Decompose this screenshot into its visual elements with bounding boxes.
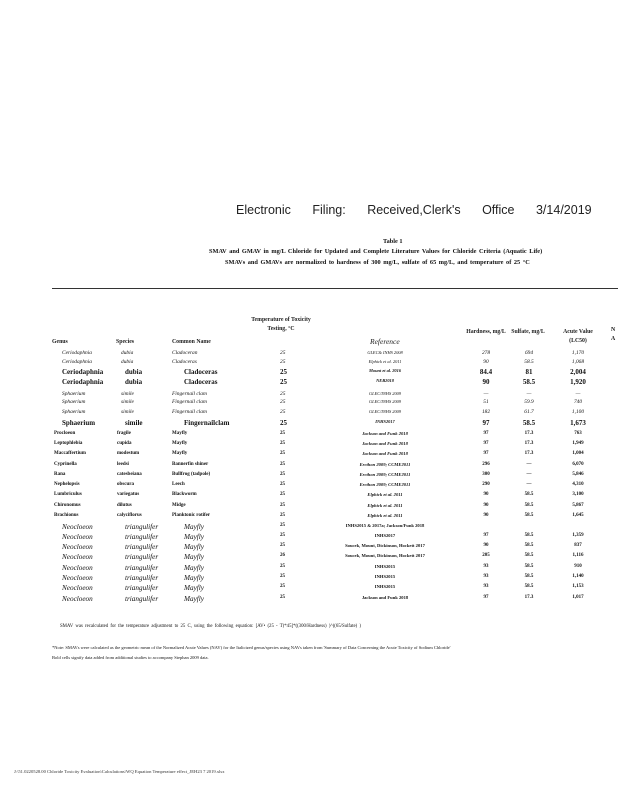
table-row xyxy=(0,378,618,388)
cell-genus: Cyprinella xyxy=(54,462,77,467)
cell-hard: 51 xyxy=(483,399,489,405)
cell-ref: Elphick et al. 2011 xyxy=(367,513,403,518)
filing-stamp xyxy=(236,203,592,217)
cell-hard: 296 xyxy=(482,462,490,467)
cell-common: Bullfrog (tadpole) xyxy=(172,472,211,477)
cell-hard: 90 xyxy=(483,543,489,548)
cell-sulf: 17.3 xyxy=(524,595,534,600)
cell-genus: Sphaerium xyxy=(62,399,86,405)
cell-genus: Ceriodaphnia xyxy=(62,378,104,386)
table-label: Table 1 xyxy=(383,238,403,245)
cell-species: dubia xyxy=(121,350,134,356)
table-row xyxy=(0,564,618,574)
cell-species: triangulifer xyxy=(125,523,159,531)
cell-temp: 25 xyxy=(280,378,287,386)
cell-common: Leech xyxy=(172,482,185,487)
cell-temp: 25 xyxy=(280,368,287,376)
cell-species: triangulifer xyxy=(125,584,159,592)
table-row xyxy=(0,574,618,584)
cell-sulf: 58.5 xyxy=(524,533,534,538)
cell-species: dubia xyxy=(125,368,143,376)
cell-acute: 1,153 xyxy=(572,584,584,589)
cell-common: Fingernail clam xyxy=(172,391,207,397)
cell-hard: — xyxy=(483,391,489,397)
cell-acute: 1,170 xyxy=(571,350,585,356)
cell-hard: 278 xyxy=(481,350,491,356)
cell-common: Planktonic rotifer xyxy=(172,513,211,518)
col-header-sulfate: Sulfate, mg/L xyxy=(511,329,545,335)
cell-species: triangulifer xyxy=(125,553,159,561)
cell-ref: GLEC& INHS 2008 xyxy=(367,350,403,355)
cell-species: catesbeiana xyxy=(117,472,142,477)
cell-temp: 25 xyxy=(280,431,285,436)
cell-hard: 290 xyxy=(482,482,490,487)
cell-acute: 4,310 xyxy=(572,482,584,487)
cell-temp: 25 xyxy=(280,543,285,548)
cell-temp: 25 xyxy=(280,472,285,477)
cell-temp: 25 xyxy=(280,391,286,397)
cell-genus: Rana xyxy=(54,472,66,477)
cell-common: Cladoceran xyxy=(172,350,198,356)
stamp-part-electronic: Electronic xyxy=(236,203,291,217)
cell-temp: 25 xyxy=(280,462,285,467)
table-row xyxy=(0,441,618,451)
table-row xyxy=(0,431,618,441)
cell-temp: 25 xyxy=(280,564,285,569)
cell-sulf: 61.7 xyxy=(524,409,534,415)
cell-sulf: 59.9 xyxy=(524,399,534,405)
cell-ref: INHS2015 xyxy=(374,584,396,589)
table-row xyxy=(0,492,618,502)
col-header-genus: Genus xyxy=(52,339,68,345)
cell-sulf: 58.5 xyxy=(524,492,534,497)
cell-species: triangulifer xyxy=(125,595,159,603)
cell-sulf: 58.5 xyxy=(522,419,536,427)
table-row xyxy=(0,553,618,563)
cell-temp: 25 xyxy=(280,503,285,508)
cell-ref: INHS2015 & 2017a; Jackson/Funk 2018 xyxy=(345,523,425,528)
footnote-equation: SMAV was recalculated for the temperature adjustment to 25 C, using the following equation: [AV• (25 - T)*45]*((300/Hardness) )^((65/Sulfate) ) xyxy=(60,624,361,629)
cell-genus: Neocloeon xyxy=(62,543,93,551)
cell-common: Mayfly xyxy=(172,451,188,456)
cell-acute: 3,100 xyxy=(572,492,584,497)
col-header-temperature: Temperature of Toxicity Testing, °C xyxy=(251,317,311,332)
cell-hard: 84.4 xyxy=(479,368,493,376)
cell-sulf: 17.3 xyxy=(524,431,534,436)
cell-common: Bannerfin shiner xyxy=(172,462,209,467)
cell-ref: Jackson and Funk 2018 xyxy=(362,451,408,456)
cell-sulf: 58.5 xyxy=(524,543,534,548)
cell-sulf: 694 xyxy=(524,350,534,356)
cell-genus: Ceriodaphnia xyxy=(62,368,104,376)
cell-acute: 1,673 xyxy=(570,419,586,427)
cell-temp: 25 xyxy=(280,451,285,456)
table-row xyxy=(0,584,618,594)
cell-temp: 25 xyxy=(280,419,287,427)
cell-sulf: — xyxy=(526,482,532,487)
footnote-note: *Note: SMAVs were calculated as the geometric mean of the Normalized Acute Values (NAV) for the Italicized genus/species using NAVs taken from 'Summary of Data Concerning the Acute Toxicity of Sodium Chloride' xyxy=(52,645,451,650)
cell-hard: 97 xyxy=(482,419,490,427)
cell-acute: 1,359 xyxy=(572,533,584,538)
cell-acute: 1,116 xyxy=(572,553,584,558)
cell-hard: 90 xyxy=(483,513,489,518)
table-row xyxy=(0,472,618,482)
cell-ref: NEB2018 xyxy=(376,378,394,383)
cell-hard: 93 xyxy=(483,564,489,569)
col-header-acute-value: Acute Value (LC50) xyxy=(563,329,593,344)
cell-genus: Sphaerium xyxy=(62,419,96,427)
cell-hard: 93 xyxy=(483,574,489,579)
cell-temp: 25 xyxy=(280,574,285,579)
footnote-bold-cells: Bold cells signify data added from additional studies to accompany Stephan 2009 data. xyxy=(52,655,209,660)
cell-temp: 25 xyxy=(280,595,285,600)
cell-ref: Elphick et al. 2011 xyxy=(367,503,403,508)
cell-genus: Maccaffertium xyxy=(54,451,86,456)
cell-hard: 205 xyxy=(482,553,490,558)
file-path: J:\51.0220528.00 Chloride Toxicity Evaluation\Calculations\WQ Equation Temperature effect_JEH23 7 2019.xlsx xyxy=(14,769,225,774)
cell-sulf: — xyxy=(526,462,532,467)
cell-species: triangulifer xyxy=(125,564,159,572)
cell-ref: Soucek, Mount, Dickinson, Hockett 2017 xyxy=(345,553,425,558)
table-row xyxy=(0,543,618,553)
stamp-part-filing: Filing: xyxy=(312,203,346,217)
cell-ref: INHS2017 xyxy=(374,533,396,538)
table-row xyxy=(0,533,618,543)
table-row xyxy=(0,419,618,429)
cell-genus: Ceriodaphnia xyxy=(62,359,92,365)
cell-acute: 1,920 xyxy=(570,378,586,386)
cell-common: Mayfly xyxy=(184,553,204,561)
cell-sulf: 58.5 xyxy=(524,553,534,558)
table-row xyxy=(0,462,618,472)
cell-temp: 25 xyxy=(280,533,285,538)
cell-genus: Procloeon xyxy=(54,431,76,436)
cell-genus: Neocloeon xyxy=(62,564,93,572)
cell-common: Mayfly xyxy=(184,595,204,603)
cell-genus: Neocloeon xyxy=(62,533,93,541)
cell-hard: 182 xyxy=(481,409,491,415)
table-row xyxy=(0,503,618,513)
cell-sulf: 58.5 xyxy=(524,513,534,518)
cell-species: dilutus xyxy=(117,503,132,508)
cell-ref: GLEC/INHS 2009 xyxy=(368,391,402,396)
cell-hard: 97 xyxy=(483,595,489,600)
cell-ref: Elphick et al. 2011 xyxy=(368,359,402,364)
cell-temp: 25 xyxy=(280,350,286,356)
cell-genus: Brachionus xyxy=(54,513,79,518)
cell-hard: 90 xyxy=(483,503,489,508)
cell-species: modestum xyxy=(117,451,140,456)
cell-temp: 25 xyxy=(280,523,285,528)
cell-sulf: 58.5 xyxy=(524,564,534,569)
cell-ref: Jackson and Funk 2018 xyxy=(362,441,408,446)
cell-hard: 97 xyxy=(483,451,489,456)
cell-genus: Lumbriculus xyxy=(54,492,82,497)
table-row xyxy=(0,513,618,523)
col-header-truncated: N xyxy=(611,327,616,333)
cell-acute: 5,867 xyxy=(572,503,584,508)
cell-acute: 1,004 xyxy=(572,451,584,456)
stamp-part-received: Received,Clerk's xyxy=(367,203,461,217)
cell-common: Mayfly xyxy=(184,574,204,582)
cell-hard: 97 xyxy=(483,533,489,538)
cell-acute: 1,140 xyxy=(572,574,584,579)
cell-temp: 25 xyxy=(280,482,285,487)
cell-hard: 93 xyxy=(483,584,489,589)
cell-ref: GLEC/INHS 2009 xyxy=(368,399,402,404)
cell-species: obscura xyxy=(117,482,134,487)
cell-genus: Neocloeon xyxy=(62,523,93,531)
col-header-reference: Reference xyxy=(370,337,400,346)
stamp-part-office: Office xyxy=(482,203,515,217)
cell-ref: Jackson and Funk 2018 xyxy=(362,431,408,436)
cell-ref: Ercthon 2009; CCME2011 xyxy=(359,472,411,477)
cell-common: Fingernail clam xyxy=(172,409,207,415)
table-normalization-note: SMAVs and GMAVs are normalized to hardness of 300 mg/L, sulfate of 65 mg/L, and temperature of 25 °C xyxy=(225,259,530,266)
cell-genus: Sphaerium xyxy=(62,409,86,415)
cell-genus: Sphaerium xyxy=(62,391,86,397)
cell-ref: Soucek, Mount, Dickinson, Hockett 2017 xyxy=(345,543,425,548)
header-divider xyxy=(52,288,618,289)
cell-acute: 1,100 xyxy=(571,409,585,415)
cell-sulf: 58.5 xyxy=(524,503,534,508)
table-row xyxy=(0,399,618,409)
cell-acute: 1,068 xyxy=(571,359,585,365)
cell-common: Fingernailclam xyxy=(184,419,230,427)
cell-species: leedsi xyxy=(117,462,129,467)
cell-temp: 25 xyxy=(280,492,285,497)
cell-sulf: 58.5 xyxy=(522,378,536,386)
cell-hard: 97 xyxy=(483,441,489,446)
cell-species: dubia xyxy=(121,359,134,365)
cell-genus: Nephelopsis xyxy=(54,482,80,487)
cell-genus: Chironomus xyxy=(54,503,81,508)
cell-common: Midge xyxy=(172,503,186,508)
cell-species: triangulifer xyxy=(125,574,159,582)
table-row xyxy=(0,368,618,378)
cell-ref: Mount et al. 2016 xyxy=(369,368,401,373)
cell-species: simile xyxy=(121,391,134,397)
cell-sulf: 58.5 xyxy=(524,359,534,365)
cell-genus: Neocloeon xyxy=(62,595,93,603)
table-row xyxy=(0,482,618,492)
cell-sulf: 58.5 xyxy=(524,584,534,589)
cell-temp: 25 xyxy=(280,359,286,365)
cell-species: simile xyxy=(121,399,134,405)
cell-common: Cladoceras xyxy=(184,378,218,386)
cell-ref: Ercthon 2009; CCME2011 xyxy=(359,462,411,467)
cell-species: triangulifer xyxy=(125,533,159,541)
cell-acute: 2,004 xyxy=(570,368,586,376)
cell-sulf: — xyxy=(526,391,532,397)
cell-temp: 25 xyxy=(280,513,285,518)
table-row xyxy=(0,409,618,419)
cell-ref: GLEC/INHS 2009 xyxy=(368,409,402,414)
cell-acute: 1,645 xyxy=(572,513,584,518)
cell-genus: Ceriodaphnia xyxy=(62,350,92,356)
cell-common: Blackworm xyxy=(172,492,197,497)
cell-temp: 25 xyxy=(280,399,286,405)
cell-temp: 25 xyxy=(280,441,285,446)
cell-species: variegatus xyxy=(117,492,140,497)
cell-hard: 90 xyxy=(482,378,490,386)
cell-common: Fingernail clam xyxy=(172,399,207,405)
cell-genus: Neocloeon xyxy=(62,553,93,561)
table-subtitle: SMAV and GMAV in mg/L Chloride for Updated and Complete Literature Values for Chloride Criteria (Aquatic Life) xyxy=(209,248,543,255)
cell-common: Mayfly xyxy=(184,584,204,592)
cell-ref: Elphick et al. 2011 xyxy=(367,492,403,497)
cell-sulf: 17.3 xyxy=(524,441,534,446)
cell-acute: 740 xyxy=(573,399,583,405)
col-header-species: Species xyxy=(116,339,135,345)
table-row xyxy=(0,523,618,533)
cell-hard: 90 xyxy=(483,359,489,365)
cell-species: triangulifer xyxy=(125,543,159,551)
cell-sulf: 58.5 xyxy=(524,574,534,579)
cell-common: Cladoceras xyxy=(172,359,197,365)
cell-common: Cladoceras xyxy=(184,368,218,376)
cell-species: cupida xyxy=(117,441,132,446)
cell-common: Mayfly xyxy=(172,441,188,446)
cell-temp: 25 xyxy=(280,584,285,589)
cell-sulf: 17.3 xyxy=(524,451,534,456)
cell-common: Mayfly xyxy=(184,543,204,551)
cell-acute: 763 xyxy=(574,431,582,436)
cell-ref: INHS2015 xyxy=(374,564,396,569)
table-row xyxy=(0,595,618,605)
cell-ref: Ercthon 2009; CCME2011 xyxy=(359,482,411,487)
cell-species: simile xyxy=(121,409,134,415)
cell-temp: 26 xyxy=(280,553,285,558)
cell-ref: INHS2015 xyxy=(374,574,396,579)
cell-temp: 25 xyxy=(280,409,286,415)
cell-species: calyciflorus xyxy=(117,513,142,518)
col-header-hardness: Hardness, mg/L xyxy=(466,329,506,335)
cell-acute: — xyxy=(575,391,581,397)
cell-species: fragile xyxy=(117,431,131,436)
cell-genus: Leptophlebia xyxy=(54,441,83,446)
cell-acute: 5,846 xyxy=(572,472,584,477)
cell-sulf: — xyxy=(526,472,532,477)
table-row xyxy=(0,451,618,461)
cell-acute: 1,017 xyxy=(572,595,584,600)
stamp-date: 3/14/2019 xyxy=(535,203,592,217)
cell-acute: 1,949 xyxy=(572,441,584,446)
cell-common: Mayfly xyxy=(172,431,188,436)
cell-ref: INHS2017 xyxy=(375,419,395,424)
cell-species: simile xyxy=(125,419,143,427)
cell-common: Mayfly xyxy=(184,533,204,541)
cell-genus: Neocloeon xyxy=(62,584,93,592)
cell-common: Mayfly xyxy=(184,523,204,531)
cell-genus: Neocloeon xyxy=(62,574,93,582)
cell-hard: 300 xyxy=(482,472,490,477)
cell-hard: 97 xyxy=(483,431,489,436)
col-header-truncated-2: A xyxy=(611,336,616,342)
col-header-common-name: Common Name xyxy=(172,339,211,345)
cell-hard: 90 xyxy=(483,492,489,497)
cell-common: Mayfly xyxy=(184,564,204,572)
cell-acute: 6,070 xyxy=(572,462,584,467)
cell-acute: 837 xyxy=(574,543,582,548)
cell-acute: 910 xyxy=(574,564,582,569)
cell-sulf: 81 xyxy=(525,368,533,376)
cell-ref: Jackson and Funk 2018 xyxy=(361,595,409,600)
cell-species: dubia xyxy=(125,378,143,386)
